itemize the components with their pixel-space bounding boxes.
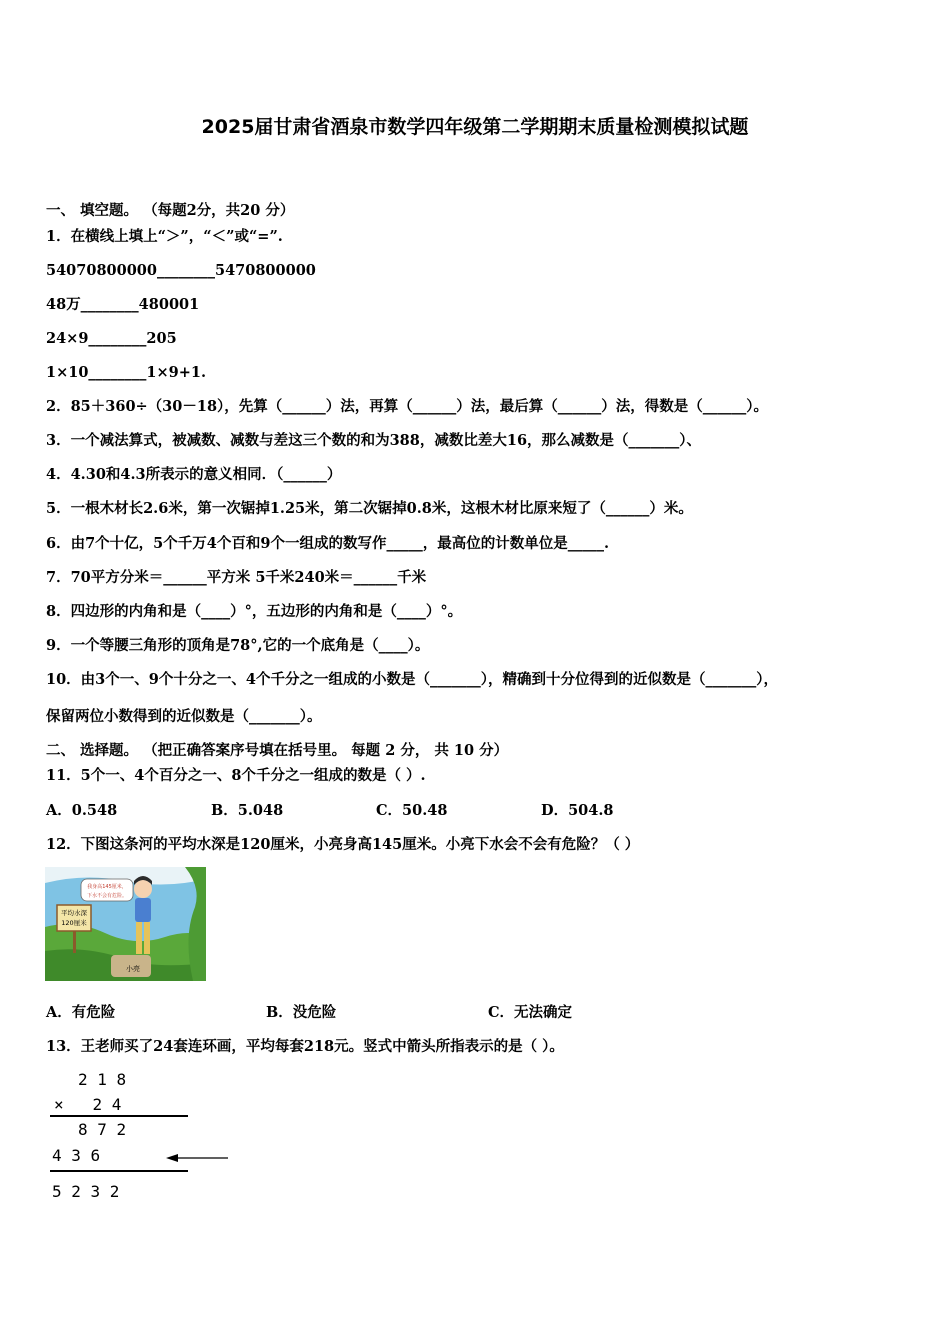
bubble-text-2: 下水不会有危险。 <box>86 893 128 899</box>
boy-head <box>134 880 152 898</box>
q11-option-c: C．50.48 <box>376 802 448 819</box>
calc-rule-2 <box>50 1170 188 1172</box>
sign-post <box>73 929 76 953</box>
q11-option-a: A．0.548 <box>46 802 118 819</box>
q1-row-4: 1×10________1×9+1. <box>46 364 207 381</box>
boy-name-label: 小亮 <box>126 965 140 973</box>
q4: 4．4.30和4.3所表示的意义相同．（______） <box>46 466 342 483</box>
bubble-text-1: 我身高145厘米， <box>87 884 127 890</box>
q12-stem: 12．下图这条河的平均水深是120厘米，小亮身高145厘米。小亮下水会不会有危险？（ ） <box>46 836 640 853</box>
q5: 5．一根木材长2.6米，第一次锯掉1.25米，第二次锯掉0.8米，这根木材比原来短了（______）米。 <box>46 500 693 517</box>
boy-shirt <box>135 898 151 922</box>
calc-partial-2: 4 3 6 <box>52 1146 101 1165</box>
calc-rule-1 <box>50 1115 188 1117</box>
q9: 9．一个等腰三角形的顶角是78°,它的一个底角是（____）。 <box>46 637 430 654</box>
q1-row-1: 54070800000________5470800000 <box>46 262 316 279</box>
river-illustration <box>45 867 206 981</box>
q12-option-c: C．无法确定 <box>488 1004 573 1021</box>
q10-line2: 保留两位小数得到的近似数是（_______）。 <box>46 708 322 725</box>
calc-multiplier: × 2 4 <box>54 1095 122 1114</box>
boy-leg-left <box>136 922 142 954</box>
calc-result: 5 2 3 2 <box>52 1182 120 1201</box>
q11-option-b: B．5.048 <box>211 802 284 819</box>
q12-option-b: B．没危险 <box>266 1004 337 1021</box>
q2: 2．85＋360÷（30－18），先算（______）法，再算（______）法，最后算（______）法，得数是（______）。 <box>46 398 769 415</box>
q11-option-d: D．504.8 <box>541 802 614 819</box>
q3: 3．一个减法算式，被减数、减数与差这三个数的和为388，减数比差大16，那么减数是（_______）、 <box>46 432 702 449</box>
q11-stem: 11．5个一、4个百分之一、8个千分之一组成的数是（ ）. <box>46 767 426 784</box>
q7: 7．70平方分米＝______平方米 5千米240米＝______千米 <box>46 569 427 586</box>
q6: 6．由7个十亿，5个千万4个百和9个一组成的数写作_____，最高位的计数单位是_____. <box>46 535 609 552</box>
q1-row-2: 48万________480001 <box>46 296 200 313</box>
page-title: 2025届甘肃省酒泉市数学四年级第二学期期末质量检测模拟试题 <box>201 116 749 138</box>
boy-leg-right <box>144 922 150 954</box>
vertical-multiplication <box>46 1068 246 1208</box>
q1-stem: 1．在横线上填上“＞”，“＜”或“=”. <box>46 228 283 245</box>
section1-heading: 一、 填空题。 （每题2分，共20 分） <box>46 202 295 219</box>
river-illustration-svg <box>45 867 206 981</box>
calc-multiplicand: 2 1 8 <box>78 1070 127 1089</box>
q1-row-3: 24×9________205 <box>46 330 177 347</box>
arrow-icon <box>164 1150 230 1166</box>
section2-heading: 二、 选择题。 （把正确答案序号填在括号里。 每题 2 分， 共 10 分） <box>46 742 509 759</box>
q13-stem: 13．王老师买了24套连环画，平均每套218元。竖式中箭头所指表示的是（ ）。 <box>46 1038 564 1055</box>
sign-text-1: 平均水深 <box>61 909 87 917</box>
q12-option-a: A．有危险 <box>46 1004 116 1021</box>
q8: 8．四边形的内角和是（____）°，五边形的内角和是（____）°。 <box>46 603 463 620</box>
q10-line1: 10．由3个一、9个十分之一、4个千分之一组成的小数是（_______），精确到十分位得到的近似数是（_______）， <box>46 671 778 688</box>
sign-text-2: 120厘米 <box>61 919 87 927</box>
calc-partial-1: 8 7 2 <box>78 1120 127 1139</box>
